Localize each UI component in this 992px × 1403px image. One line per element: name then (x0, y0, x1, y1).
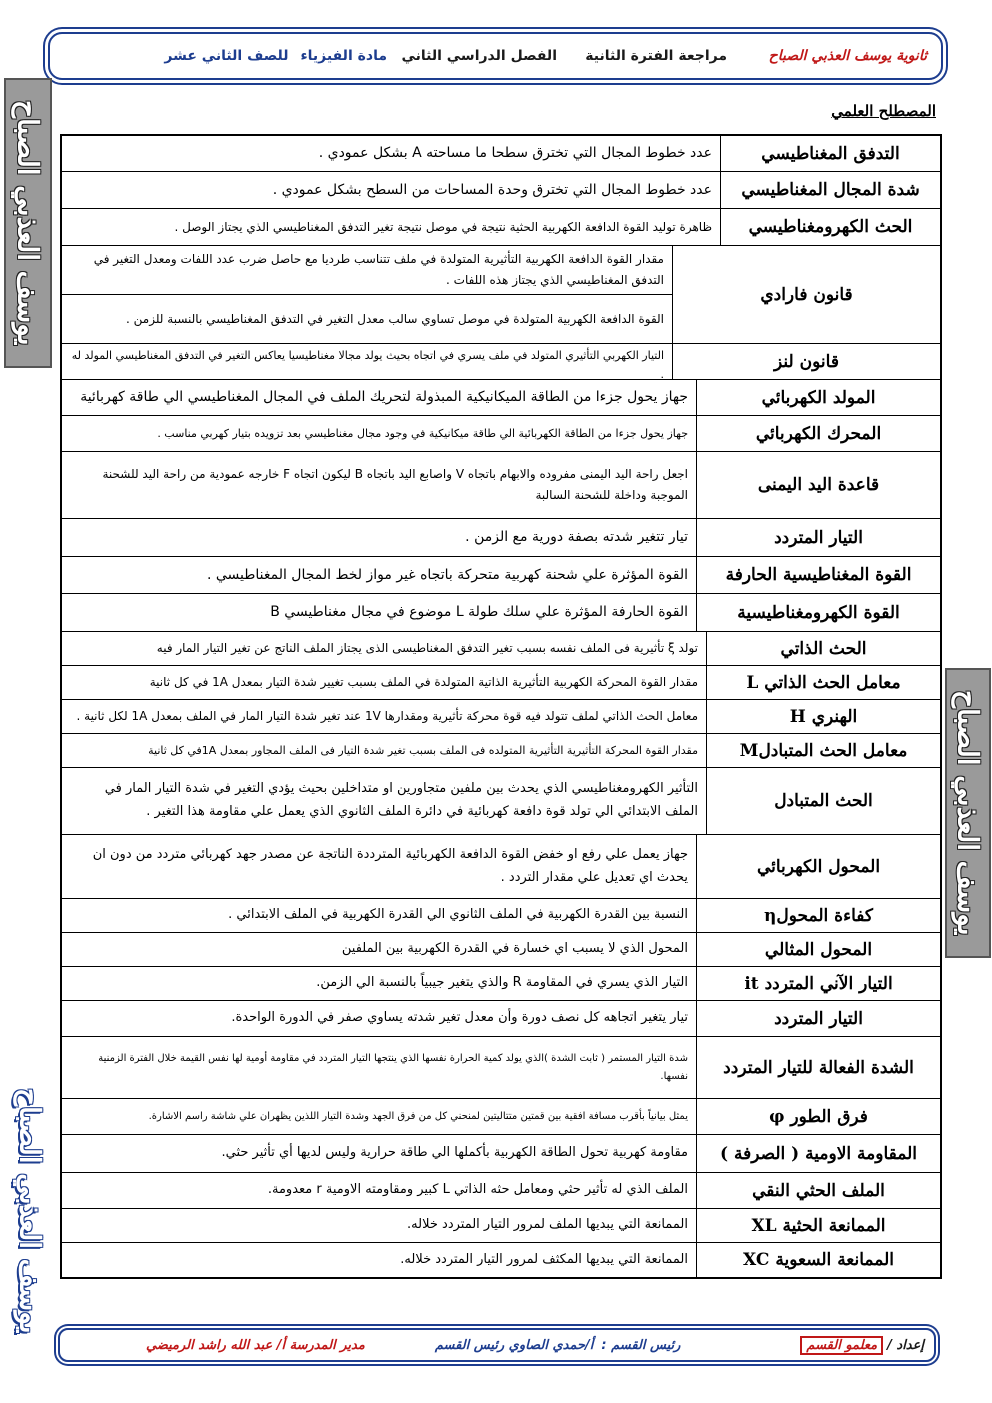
term-definitions (62, 136, 720, 171)
term-definition (62, 1001, 696, 1036)
definition-text: جهاز يعمل علي رفع او خفض القوة الدافعة الكهربائية المترددة الناتجة عن مصدر جهد كهربائي متردد من دون ان يحدث اي تعديل علي مقدار التردد . (92, 846, 688, 885)
term-definition (62, 899, 696, 932)
term-name: كفاءة المحولη (696, 899, 940, 932)
term-row (62, 1001, 940, 1037)
definition-text: مقدار القوة المحركة التأثيرية التأثيرية المتولده فى الملف بسبب تغير شدة التيار فى الملف المجاور بمعدل 1Aفي كل ثانية (148, 743, 698, 757)
term-name: المحرك الكهربائي (696, 416, 940, 451)
term-definition (62, 1173, 696, 1208)
definition-text: جهاز يحول جزءا من الطاقة الكهربائية الي طاقة ميكانيكية في وجود مجال مغناطيسي بعد تزويده بتيار كهربي مناسب . (157, 426, 688, 440)
term-definitions (62, 1135, 696, 1172)
term-definitions (62, 594, 696, 631)
banner-text: يوسف العذبي الصباح (13, 1088, 47, 1334)
teachers-label: معلمو القسم (800, 1336, 883, 1355)
term-row (62, 1243, 940, 1277)
term-row (62, 1037, 940, 1099)
term-name: الحث الذاتي (706, 632, 940, 665)
term-definition (62, 416, 696, 451)
semester-label: الفصل الدراسي الثاني (401, 48, 557, 64)
term-row (62, 1099, 940, 1135)
section-title: المصطلح العلمي (831, 102, 936, 120)
side-banner-right (945, 668, 991, 958)
term-name: المحول المثالي (696, 933, 940, 966)
definition-text: المحول الذي لا يسبب اي خسارة في القدرة الكهربية بين الملفين (341, 941, 688, 957)
page-footer (58, 1328, 936, 1362)
definition-text: تيار تتغير شدته بصفة دورية مع الزمن . (465, 529, 688, 546)
term-row (62, 136, 940, 172)
definition-text: مقاومة كهربية تحول الطاقة الكهربية بأكملها الي طاقة حرارية وليس لديها أي تأثير حثي. (221, 1145, 688, 1161)
term-definitions (62, 209, 720, 245)
term-definition (62, 136, 720, 171)
term-definition (62, 380, 696, 415)
term-name: فرق الطور φ (696, 1099, 940, 1134)
definition-text: القوة الدافعة الكهربية المتولدة في موصل تساوي سالب معدل التغير في التدفق المغناطيسي بالنسبة للزمن . (126, 311, 664, 326)
term-definition (62, 452, 696, 518)
definition-text: مقدار القوة الدافعة الكهربية التأثيرية المتولدة في ملف تتناسب طرديا مع حاصل ضرب عدد اللفات ومعدل التغير في التدفق المغناطيسي الذي يجتاز هذه اللفات . (93, 252, 664, 287)
term-definitions (62, 967, 696, 1000)
term-name: شدة المجال المغناطيسي (720, 172, 940, 208)
term-name: معامل الحث الذاتي L (706, 666, 940, 699)
term-row (62, 1173, 940, 1209)
review-title: مراجعة الفترة الثانية (585, 48, 727, 64)
term-name: الممانعة السعوية XC (696, 1243, 940, 1277)
term-definitions (62, 666, 706, 699)
definition-text: اجعل راحة اليد اليمنى مفروده والابهام باتجاه V واصابع اليد باتجاه B ليكون اتجاه F خارجه عمودية من راحة اليد للشحنة الموجبة وداخلة للشحنة السالبة (102, 467, 688, 502)
term-definition (62, 933, 696, 966)
definition-text: الملف الذي له تأثير حثي ومعامل حثه الذاتي L كبير ومقاومته الاومية r معدومة. (267, 1182, 688, 1198)
definition-text: جهاز يحول جزءا من الطاقة الميكانيكية المبذولة لتحريك الملف في المجال المغناطيسي الي طاقة كهربائية (80, 389, 688, 406)
term-definitions (62, 452, 696, 518)
term-definition (62, 1243, 696, 1277)
subject-label: مادة الفيزياء (300, 48, 387, 64)
term-name: الممانعة الحثية XL (696, 1209, 940, 1242)
term-row (62, 594, 940, 632)
term-definition (62, 172, 720, 208)
term-name: قاعدة اليد اليمنى (696, 452, 940, 518)
term-definition (62, 557, 696, 593)
term-name: الشدة الفعالة للتيار المتردد (696, 1037, 940, 1098)
term-name: القوة الكهرومغناطيسية (696, 594, 940, 631)
term-definition (62, 246, 672, 295)
term-definition (62, 1135, 696, 1172)
term-definition (62, 768, 706, 834)
term-row (62, 632, 940, 666)
term-row (62, 899, 940, 933)
term-definitions (62, 1243, 696, 1277)
term-name: الهنري H (706, 700, 940, 733)
term-name: المحول الكهربائي (696, 835, 940, 898)
definition-text: الممانعة التي يبديها المكثف لمرور التيار المتردد خلاله. (400, 1251, 688, 1267)
term-name: الحث المتبادل (706, 768, 940, 834)
banner-text: يوسف العذبي الصباح (11, 100, 45, 346)
definition-text: معامل الحث الذاتي لملف تتولد فيه قوة محركة تأثيرية ومقدارها 1V عند تغير شدة التيار المار في الملف بمعدل 1A لكل ثانية . (76, 709, 698, 723)
term-row (62, 557, 940, 594)
term-row (62, 172, 940, 209)
term-definitions (62, 1099, 696, 1134)
grade-label: للصف الثاني عشر (164, 48, 289, 64)
definition-text: الممانعة التي يبديها الملف لمرور التيار المتردد خلاله. (407, 1217, 688, 1233)
term-definitions (62, 734, 706, 767)
term-row (62, 1209, 940, 1243)
term-definition (62, 519, 696, 556)
term-row (62, 416, 940, 452)
term-definitions (62, 416, 696, 451)
term-definitions (62, 768, 706, 834)
term-definition (62, 632, 706, 665)
term-row (62, 246, 940, 344)
term-row (62, 519, 940, 557)
definition-text: شدة التيار المستمر ( ثابت الشدة )الذي يولد كمية الحرارة نفسها الذي ينتجها التيار المتردد في مقاومة أومية لها نفس القيمة خلال الفترة الزمنية نفسها. (98, 1053, 688, 1082)
prepared-by-label: إعداد / (887, 1337, 924, 1353)
term-row (62, 700, 940, 734)
term-name: قانون فارادي (672, 246, 940, 343)
term-name: الحث الكهرومغناطيسي (720, 209, 940, 245)
side-banner-left-bottom (4, 1066, 56, 1356)
term-name: التيار المتردد (696, 519, 940, 556)
principal-name: مدير المدرسة أ/ عبد الله راشد الرميضي (145, 1337, 365, 1353)
school-name: ثانوية يوسف العذبي الصباح (768, 48, 927, 64)
term-name: التدفق المغناطيسي (720, 136, 940, 171)
term-definition (62, 835, 696, 898)
definition-text: النسبة بين القدرة الكهربية في الملف الثانوي الي القدرة الكهربية في الملف الابتدائي . (228, 907, 688, 923)
term-definitions (62, 172, 720, 208)
term-row (62, 967, 940, 1001)
term-row (62, 734, 940, 768)
term-definition (62, 666, 706, 699)
definition-text: التيار الكهربي التأثيري المتولد في ملف يسري في اتجاه بحيث يولد مجالا مغناطيسيا يعاكس التغير في التدفق المغناطيسي المولد له . (71, 349, 664, 382)
definition-text: تيار يتغير اتجاهه كل نصف دورة وأن معدل تغير شدته يساوي صفر في الدورة الواحدة. (231, 1010, 688, 1026)
definition-text: القوة الحارفة المؤثرة علي سلك طولة L موضوع في مجال مغناطيسي B (270, 604, 688, 621)
term-name: المولد الكهربائي (696, 380, 940, 415)
term-definitions (62, 899, 696, 932)
term-definitions (62, 1209, 696, 1242)
term-definitions (62, 246, 672, 343)
term-definition (62, 1209, 696, 1242)
definition-text: مقدار القوة المحركة الكهربية التأثيرية الذاتية المتولدة في الملف بسبب تغيير شدة التيار بمعدل 1A في كل ثانية (149, 675, 698, 689)
term-definition (62, 1037, 696, 1098)
term-name: معامل الحث المتبادلM (706, 734, 940, 767)
term-definition (62, 209, 720, 245)
definition-text: التيار الذي يسري في المقاومة R والذي يتغير جيبياً بالنسبة الي الزمن. (316, 975, 688, 991)
term-row (62, 1135, 940, 1173)
definition-text: تولد ξ تأثيرية فى الملف نفسه بسبب تغير التدفق المغناطيسى الذى يجتاز الملف الناتج عن تغير التيار المار فيه (156, 641, 698, 655)
department-head-label: رئيس القسم : (601, 1337, 681, 1353)
term-definitions (62, 1001, 696, 1036)
term-definitions (62, 1037, 696, 1098)
term-definitions (62, 933, 696, 966)
term-row (62, 666, 940, 700)
term-name: قانون لنز (672, 344, 940, 379)
term-definitions (62, 344, 672, 382)
term-name: التيار الآني المتردد it (696, 967, 940, 1000)
term-name: التيار المتردد (696, 1001, 940, 1036)
term-definitions (62, 380, 696, 415)
term-definitions (62, 700, 706, 733)
term-row (62, 835, 940, 899)
term-row (62, 933, 940, 967)
term-definitions (62, 557, 696, 593)
term-definitions (62, 632, 706, 665)
term-definition (62, 734, 706, 767)
banner-text: يوسف العذبي الصباح (951, 690, 985, 936)
term-row (62, 452, 940, 519)
term-definition (62, 700, 706, 733)
term-definition (62, 295, 672, 343)
term-definitions (62, 1173, 696, 1208)
term-definitions (62, 835, 696, 898)
side-banner-left-top (4, 78, 52, 368)
term-row (62, 209, 940, 246)
term-name: القوة المغناطيسية الحارفة (696, 557, 940, 593)
term-name: الملف الحثي النقي (696, 1173, 940, 1208)
term-name: المقاومة الاومية ( الصرفة ) (696, 1135, 940, 1172)
definition-text: القوة المؤثرة علي شحنة كهربية متحركة باتجاه غير مواز لخط المجال المغناطيسي . (206, 566, 688, 583)
term-row (62, 344, 940, 380)
term-definitions (62, 519, 696, 556)
department-head-name: أ/حمدي الصاوي رئيس القسم (434, 1337, 594, 1353)
term-row (62, 768, 940, 835)
term-definition (62, 594, 696, 631)
term-row (62, 380, 940, 416)
terms-table (60, 134, 942, 1279)
definition-text: التأثير الكهرومغناطيسي الذي يحدث بين ملفين متجاورين او متداخلين بحيث يؤدي التغير في شدة التيار المار في الملف الابتدائي الي تولد قوة دافعة كهربائية في دائرة الملف الثانوي الذي يعمل علي مقاومة هذا التغير . (104, 781, 698, 819)
definition-text: عدد خطوط المجال التي تخترق وحدة المساحات من السطح بشكل عمودي . (272, 181, 712, 198)
definition-text: عدد خطوط المجال التي تخترق سطحا ما مساحته A بشكل عمودي . (318, 145, 712, 162)
page-header (48, 32, 943, 80)
definition-text: ظاهرة توليد القوة الدافعة الكهربية الحثية نتيجة في موصل نتيجة تغير التدفق المغناطيسي الذي يجتاز الوصل . (174, 219, 712, 234)
term-definition (62, 967, 696, 1000)
term-definition (62, 1099, 696, 1134)
definition-text: يمثل بيانياً بأقرب مسافة افقية بين قمتين متتاليتين لمنحني كل من فرق الجهد وشدة التيار اللذين يظهران علي شاشة راسم الاشارة. (148, 1110, 688, 1122)
